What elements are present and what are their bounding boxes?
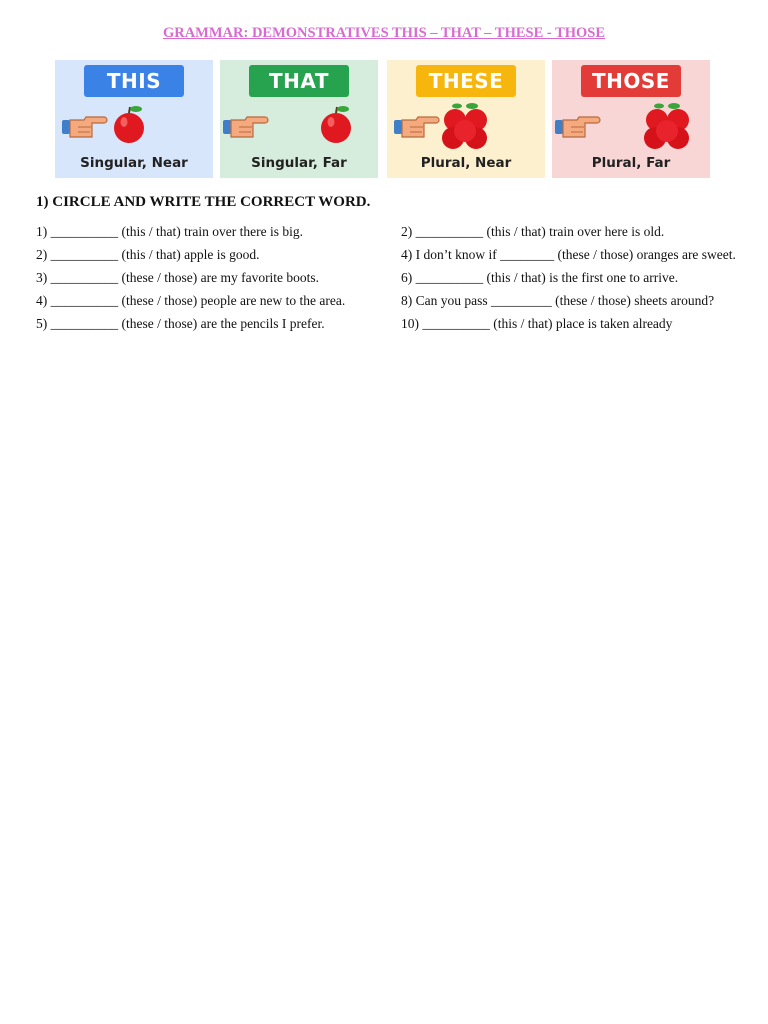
hand-apple-illustration xyxy=(55,100,213,155)
pointing-hand-icon xyxy=(394,117,439,137)
exercise-item: 8) Can you pass _________ (these / those) sheets around? xyxy=(401,293,715,308)
exercise-item: 6) __________ (this / that) is the first one to arrive. xyxy=(401,270,679,285)
card-this xyxy=(55,60,213,178)
hand-apples-illustration xyxy=(552,100,710,155)
pointing-hand-icon xyxy=(555,117,600,137)
card-those-caption: Plural, Far xyxy=(591,155,671,171)
card-these xyxy=(387,60,545,178)
card-those xyxy=(552,60,710,178)
card-these-word: THESE xyxy=(416,65,516,97)
hand-apple-illustration xyxy=(220,100,378,155)
section-heading: 1) CIRCLE AND WRITE THE CORRECT WORD. xyxy=(36,194,371,210)
pointing-hand-icon xyxy=(62,117,107,137)
apples-icon xyxy=(442,103,487,149)
apples-icon xyxy=(644,103,689,149)
exercise-item: 4) __________ (these / those) people are new to the area. xyxy=(36,293,346,308)
exercise-item: 2) __________ (this / that) train over here is old. xyxy=(401,224,665,239)
apple-icon xyxy=(321,106,351,143)
exercise-item: 1) __________ (this / that) train over there is big. xyxy=(36,224,303,239)
exercise-item: 5) __________ (these / those) are the pencils I prefer. xyxy=(36,316,325,331)
card-that-caption: Singular, Far xyxy=(251,155,347,171)
card-these-caption: Plural, Near xyxy=(420,155,512,171)
hand-apples-illustration xyxy=(387,100,545,155)
exercise-column-left xyxy=(36,222,345,337)
apple-icon xyxy=(114,106,144,143)
pointing-hand-icon xyxy=(223,117,268,137)
exercise-item: 4) I don’t know if ________ (these / those) oranges are sweet. xyxy=(401,247,736,262)
card-this-word: THIS xyxy=(84,65,184,97)
exercise-column-right xyxy=(401,222,736,337)
card-that xyxy=(220,60,378,178)
demonstratives-chart xyxy=(55,60,715,180)
exercise-item: 2) __________ (this / that) apple is good. xyxy=(36,247,260,262)
page-title: GRAMMAR: DEMONSTRATIVES THIS – THAT – THESE - THOSE xyxy=(162,25,606,41)
card-this-caption: Singular, Near xyxy=(80,155,188,171)
card-those-word: THOSE xyxy=(581,65,681,97)
exercise-item: 10) __________ (this / that) place is taken already xyxy=(401,316,673,331)
exercise-item: 3) __________ (these / those) are my favorite boots. xyxy=(36,270,320,285)
card-that-word: THAT xyxy=(249,65,349,97)
